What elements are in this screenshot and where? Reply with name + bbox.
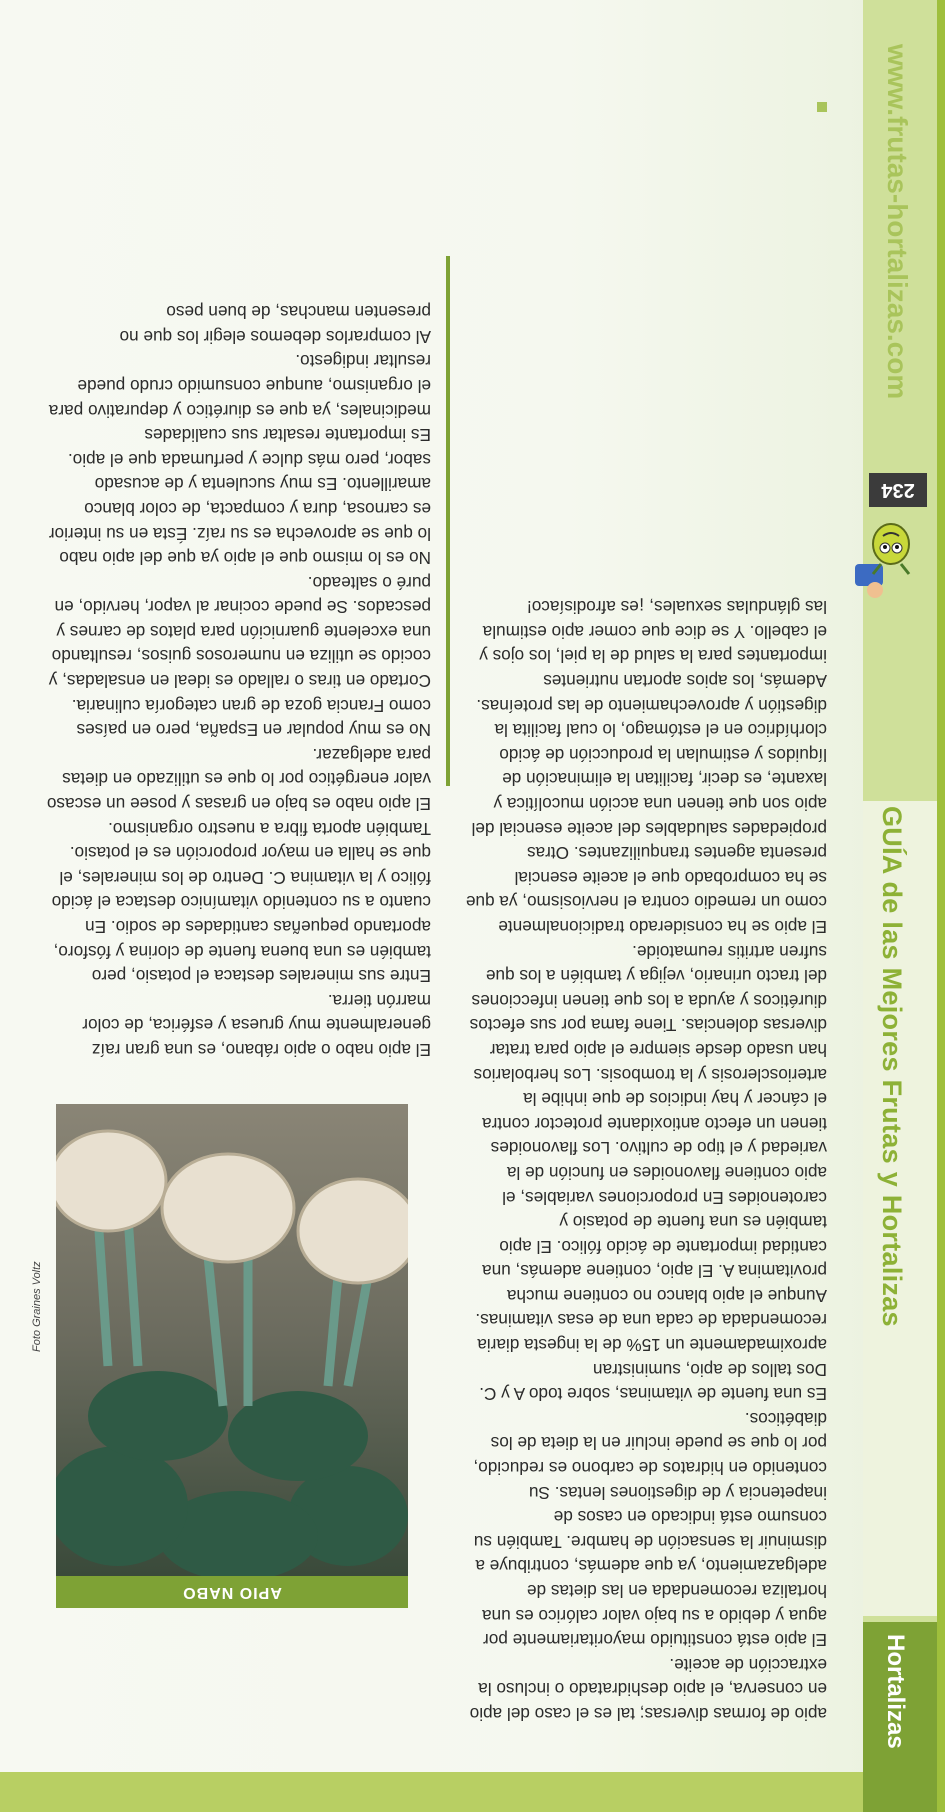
- paragraph: No es muy popular en España, pero en países como Francia goza de gran categoría culinaria. Cortado en tiras o rallado es ideal en ensaladas, y cocido se utiliza en numerosos guisos, resultando una excelente guarnición para platos de carnes y pescados. Se puede cocinar al vapor, hervido, en puré o salteado.: [48, 572, 431, 741]
- photo-title: APIO NABO: [56, 1576, 408, 1608]
- website-label: [863, 42, 937, 442]
- section-label: [863, 1622, 937, 1812]
- paragraph: No es lo mismo que el apio ya que del apio nabo lo que se aprovecha es su raíz. Ésta en su interior es carnosa, dura y compacta, de color blanco amarillento. Es muy suculenta y de acusado sabor, pero más dulce y perfumada que el apio. Es importante resaltar sus cualidades medicinales, ya que es diurético y depurativo para el organismo, aunque consumido crudo puede resultar indigesto.: [48, 351, 431, 569]
- paragraph: Es una fuente de vitaminas, sobre todo A y C. Dos tallos de apio, suministran aproximadamente un 15% de la ingesta diaria recomendada de cada una de esas vitaminas. Aunque el apio blanco no contiene mucha provitamina A. El apio, contiene además, una cantidad importante de ácido fólico. El apio también es una fuente de potasio y carotenoides En proporciones variables, el apio contiene flavonoides en función de la variedad y el tipo de cultivo. Los flavonoides tienen un efecto antioxidante protector contra el cáncer y hay indicios de que inhibe la arteriosclerosis y la trombosis. Los herbolarios han usado desde siempre el apio para tratar diversas dolencias. Tiene fama por sus efectos diuréticos y ayuda a los que tienen infecciones del tracto urinario, vejiga y también a los que sufren artritis reumatoide.: [469, 941, 827, 1405]
- page-number: 234: [869, 473, 927, 507]
- column-divider: [446, 256, 450, 786]
- photo-credit: Foto Graines Voltz: [31, 1261, 43, 1352]
- sidebar-stripe: [937, 0, 945, 1812]
- paragraph: El apio está constituido mayoritariamente por agua y debido a su bajo valor calórico es una hortaliza recomendada en las dietas de adelgazamiento, ya que además, contribuye a disminuir la sensación de hambre. También su consumo está indicado en casos de inapetencia y de digestiones lentas. Su contenido en hidratos de carbono es reducido, por lo que se puede incluir en la dieta de los diabéticos.: [473, 1408, 827, 1651]
- paragraph: El apio se ha considerado tradicionalmente como un remedio contra el nerviosismo, ya que se ha comprobado que el aceite esencial presenta agentes tranquilizantes. Otras propiedades saludables del aceite esencial del apio son que tienen una acción mucolítica y laxante, es decir, facilitan la eliminación de líquidos y estimulan la producción de ácido clorhídrico en el estómago, lo cual facilita la digestión y aprovechamiento de las proteínas.: [465, 695, 827, 937]
- section-label-text: Hortalizas: [882, 1634, 909, 1749]
- mascot-icon: [843, 512, 923, 604]
- guide-title-text: GUÍA de las Mejores Frutas y Hortalizas: [877, 806, 907, 1327]
- paragraph: Además, los apios aportan nutrientes importantes para la salud de la piel, los ojos y el cabello. Y se dice que comer apio estimula las glándulas sexuales, ¡es afrodisíaco!: [479, 597, 827, 692]
- paragraph: El apio nabo o apio rábano, es una gran raíz generalmente muy gruesa y esférica, de color marrón tierra.: [82, 990, 431, 1060]
- top-color-bar: [0, 1772, 945, 1812]
- paragraph: Al comprarlos debemos elegir los que no presenten manchas, de buen peso: [119, 302, 431, 347]
- paragraph: apio de formas diversas; tal es el caso del apio en conserva, el apio deshidratado o incluso la extracción de aceite.: [469, 1654, 827, 1724]
- celeriac-photo: [56, 1104, 408, 1576]
- paragraph: Entre sus minerales destaca el potasio, pero también es una buena fuente de clorina y fósforo, aportando pequeñas cantidades de sodio. En cuanto a su contenido vitamínico destaca el ácido fólico y la vitamina C. Dentro de los minerales, el que se halla en mayor proporción es el potasio. También aporta fibra a nuestro organismo.: [51, 818, 431, 987]
- end-bullet: [817, 102, 827, 112]
- website-text[interactable]: www.frutas-hortalizas.com: [882, 44, 913, 400]
- guide-title: [863, 801, 937, 1616]
- paragraph: El apio nabo es bajo en grasas y posee un escaso valor energético por lo que es utilizado en dietas para adelgazar.: [46, 744, 431, 815]
- left-text-column: [465, 595, 827, 1726]
- right-text-column: [46, 300, 431, 1062]
